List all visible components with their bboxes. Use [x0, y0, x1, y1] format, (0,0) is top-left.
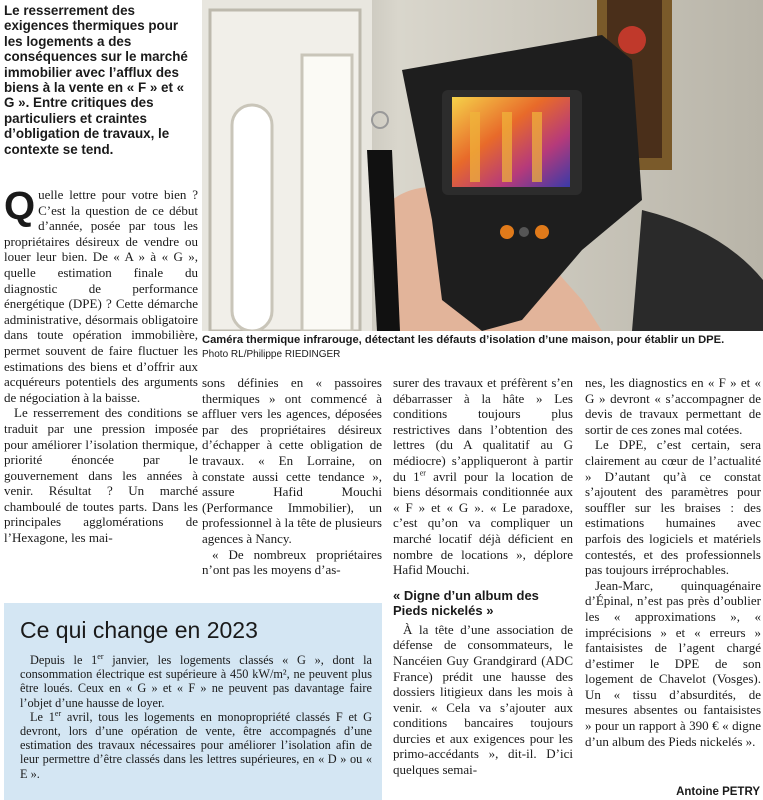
col3-paragraph-2: À la tête d’une association de défense de consommateurs, le Nancéien Guy Grandgirard (ADC France) prédit une hausse des dossiers litigieux dans les mois à venir. « Cela va s’ajouter aux conditions bancaires toujours durcies et aux exigences pour les primo-accédants », dit-il. D’ici quelques semai- [393, 621, 573, 778]
photo-credit: Photo RL/Philippe RIEDINGER [202, 348, 341, 360]
thermal-camera-illustration [202, 0, 763, 331]
info-box-title: Ce qui change en 2023 [20, 617, 258, 643]
col3-subheading: « Digne d’un album des Pieds nickelés » [393, 587, 539, 618]
column-1 [4, 184, 198, 546]
author-signature: Antoine PETRY [676, 786, 760, 798]
col2-paragraph-2: « De nombreux propriétaires n’ont pas les moyens d’as- [202, 546, 382, 578]
drop-cap: Q [4, 184, 36, 228]
info-box-paragraph-2: Le 1er avril, tous les logements en monopropriété classés F et G devront, lors d’une opération de vente, être accompagnés d’une estimation des travaux nécessaires pour améliorer l’isolation afin de leur permettre d’être classés dans les lettres supérieures, en « D » ou « E ». [20, 708, 372, 781]
col2-paragraph-1: sons définies en « passoires thermiques » ont commencé à affluer vers les agences, déposées par des propriétaires désireux d’échapper à cette obligation de travaux. « En Lorraine, on constate aussi cette tendance », assure Hafid Mouchi (Performance Immobilier), un professionnel à la tête de plusieurs agences à Nancy. [202, 375, 382, 546]
lead-paragraph: Le resserrement des exigences thermiques pour les logements a des conséquences sur le marché immobilier avec l’afflux des biens à la vente en « F » et « G ». Entre critiques des particuliers et craintes d’obligation de travaux, le contexte se tend. [4, 3, 188, 157]
info-box-body [20, 653, 372, 781]
photo-caption: Caméra thermique infrarouge, détectant les défauts d’isolation d’une maison, pour établir un DPE. Photo RL/Philippe RIEDINGER [202, 334, 725, 360]
photo-thermal-camera [202, 0, 763, 331]
col3-paragraph-1: surer des travaux et préfèrent s’en débarrasser à la hâte » Les conditions toujours plus restrictives dans l’obtention des lettres (du A qualitatif au G médiocre) s’appliqueront à partir du 1er avril pour la location de biens désormais conditionnée aux « F » et « G ». « Le paradoxe, c’est qu’on va compliquer un marché locatif déjà déficient en nombre de locations », déplore Hafid Mouchi. [393, 375, 573, 578]
col1-paragraph-2: Le resserrement des conditions se traduit par une pression imposée pour améliorer l’isolation thermique, priorité énoncée par le gouvernement dans les années à venir. Résultat ? Un marché chamboulé de toutes parts. Dans les principales agglomérations de l’Hexagone, les mai- [4, 405, 198, 546]
col4-paragraph-2: Le DPE, c’est certain, sera clairement au cœur de l’actualité » D’autant qu’à ce constat s’ajoutent des paramètres pour souffler sur les braises : des estimations humaines avec parfois des logiciels et matériels contestés, et des professionnels pas toujours irréprochables. [585, 437, 761, 578]
column-2 [202, 375, 382, 578]
column-4 [585, 375, 761, 749]
col4-paragraph-1: nes, les diagnostics en « F » et « G » devront « s’accompagner de devis de travaux permettant de sortir de ces zones mal cotées. [585, 375, 761, 437]
col1-paragraph-1: Quelle lettre pour votre bien ? C’est la question de ce début d’année, posée par tous les propriétaires désireux de vendre ou louer leur bien. De « A » à « G », quelle estimation finale du diagnostic de performance énergétique (DPE) ? Cette démarche administrative, désormais obligatoire dans toute opération immobilière, permet souvent de faire fluctuer les estimations des biens et d’offrir aux acquéreurs potentiels des arguments de négociation à la baisse. [4, 184, 198, 405]
column-3 [393, 375, 573, 778]
col4-paragraph-3: Jean-Marc, quinquagénaire d’Épinal, n’est pas près d’oublier les « approximations », « imprécisions » et « erreurs » fantaisistes de l’agent chargé d’estimer le DPE de son logement de Chavelot (Vosges). Un « tissu d’absurdités, de mesures absentes ou fantaisistes » pour un rapport à 390 € « digne d’un album des Pieds nickelés ». [585, 577, 761, 749]
info-box-paragraph-1: Depuis le 1er janvier, les logements classés « G », dont la consommation électrique est supérieure à 450 kW/m², ne peuvent plus être loués. Ceux en « G » et « F » ne peuvent pas davantage faire l’objet d’une hausse de loyer. [20, 651, 372, 710]
info-box [4, 603, 382, 800]
